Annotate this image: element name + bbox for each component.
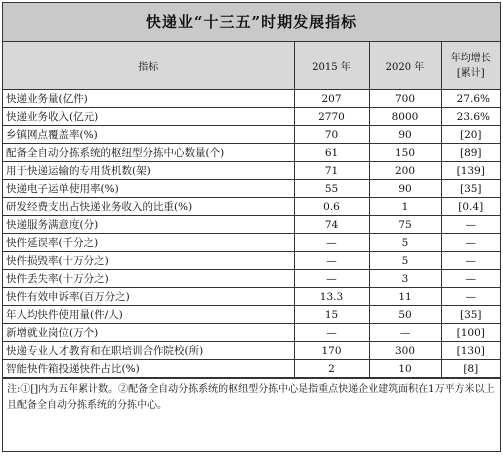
indicator-name-cell: 快递电子运单使用率(%) <box>3 180 294 198</box>
value-2020-cell: 5 <box>369 252 441 270</box>
value-2015-cell: 13.3 <box>294 288 369 306</box>
table-row <box>3 144 500 162</box>
value-2020-cell: 1 <box>369 198 441 216</box>
growth-cell: [35] <box>441 306 500 324</box>
table-row <box>3 126 500 144</box>
value-2020-cell: 75 <box>369 216 441 234</box>
value-2020-cell: 10 <box>369 360 441 378</box>
header-growth-line1: 年均增长 <box>450 52 491 64</box>
table-row <box>3 288 500 306</box>
indicator-name-cell: 用于快递运输的专用货机数(架) <box>3 162 294 180</box>
growth-cell: [100] <box>441 324 500 342</box>
header-2020: 2020 年 <box>369 42 441 90</box>
table-row <box>3 180 500 198</box>
value-2020-cell: 3 <box>369 270 441 288</box>
value-2015-cell: 207 <box>294 90 369 108</box>
value-2015-cell: — <box>294 234 369 252</box>
indicator-table-figure <box>2 2 501 452</box>
indicator-name-cell: 快件延误率(千分之) <box>3 234 294 252</box>
indicator-name-cell: 快递业务收入(亿元) <box>3 108 294 126</box>
value-2015-cell: 55 <box>294 180 369 198</box>
header-growth-line2: [累计] <box>456 67 485 79</box>
indicator-name-cell: 年人均快件使用量(件/人) <box>3 306 294 324</box>
indicator-name-cell: 快件损毁率(十万分之) <box>3 252 294 270</box>
growth-cell: — <box>441 234 500 252</box>
table-row <box>3 270 500 288</box>
value-2015-cell: 61 <box>294 144 369 162</box>
indicator-name-cell: 快件有效申诉率(百万分之) <box>3 288 294 306</box>
growth-cell: [8] <box>441 360 500 378</box>
value-2020-cell: 700 <box>369 90 441 108</box>
indicator-name-cell: 新增就业岗位(万个) <box>3 324 294 342</box>
indicator-name-cell: 智能快件箱投递快件占比(%) <box>3 360 294 378</box>
growth-cell: [89] <box>441 144 500 162</box>
table-row <box>3 360 500 378</box>
value-2015-cell: 74 <box>294 216 369 234</box>
table-row <box>3 162 500 180</box>
indicator-name-cell: 快件丢失率(十万分之) <box>3 270 294 288</box>
table-row <box>3 216 500 234</box>
value-2015-cell: 2 <box>294 360 369 378</box>
table-row <box>3 324 500 342</box>
value-2015-cell: — <box>294 252 369 270</box>
indicator-name-cell: 快递业务量(亿件) <box>3 90 294 108</box>
footnote: 注:①[]内为五年累计数。②配备全自动分拣系统的枢纽型分拣中心是指重点快递企业建筑面积在1万平方米以上且配备全自动分拣系统的分拣中心。 <box>3 378 500 414</box>
indicator-name-cell: 快递服务满意度(分) <box>3 216 294 234</box>
growth-cell: — <box>441 288 500 306</box>
header-growth <box>441 42 500 90</box>
table-row <box>3 252 500 270</box>
growth-cell: [130] <box>441 342 500 360</box>
value-2020-cell: 5 <box>369 234 441 252</box>
growth-cell: 23.6% <box>441 108 500 126</box>
value-2020-cell: 8000 <box>369 108 441 126</box>
value-2015-cell: — <box>294 270 369 288</box>
growth-cell: — <box>441 252 500 270</box>
value-2015-cell: 71 <box>294 162 369 180</box>
table-row <box>3 108 500 126</box>
table-row <box>3 234 500 252</box>
value-2020-cell: 200 <box>369 162 441 180</box>
indicator-name-cell: 配备全自动分拣系统的枢纽型分拣中心数量(个) <box>3 144 294 162</box>
table-row <box>3 198 500 216</box>
value-2015-cell: — <box>294 324 369 342</box>
table-row <box>3 342 500 360</box>
growth-cell: [0.4] <box>441 198 500 216</box>
value-2020-cell: 90 <box>369 126 441 144</box>
value-2015-cell: 170 <box>294 342 369 360</box>
header-row <box>3 42 500 90</box>
growth-cell: — <box>441 270 500 288</box>
value-2020-cell: — <box>369 324 441 342</box>
value-2015-cell: 0.6 <box>294 198 369 216</box>
indicator-name-cell: 快递专业人才教育和在职培训合作院校(所) <box>3 342 294 360</box>
value-2020-cell: 90 <box>369 180 441 198</box>
value-2020-cell: 50 <box>369 306 441 324</box>
header-2015: 2015 年 <box>294 42 369 90</box>
value-2015-cell: 2770 <box>294 108 369 126</box>
value-2015-cell: 15 <box>294 306 369 324</box>
growth-cell: [35] <box>441 180 500 198</box>
value-2015-cell: 70 <box>294 126 369 144</box>
header-indicator: 指标 <box>3 42 294 90</box>
growth-cell: — <box>441 216 500 234</box>
indicators-table <box>3 42 500 378</box>
indicator-name-cell: 乡镇网点覆盖率(%) <box>3 126 294 144</box>
growth-cell: [139] <box>441 162 500 180</box>
indicator-name-cell: 研发经费支出占快递业务收入的比重(%) <box>3 198 294 216</box>
table-title: 快递业“十三五”时期发展指标 <box>3 3 500 42</box>
growth-cell: [20] <box>441 126 500 144</box>
growth-cell: 27.6% <box>441 90 500 108</box>
table-row <box>3 306 500 324</box>
value-2020-cell: 300 <box>369 342 441 360</box>
value-2020-cell: 11 <box>369 288 441 306</box>
value-2020-cell: 150 <box>369 144 441 162</box>
table-row <box>3 90 500 108</box>
